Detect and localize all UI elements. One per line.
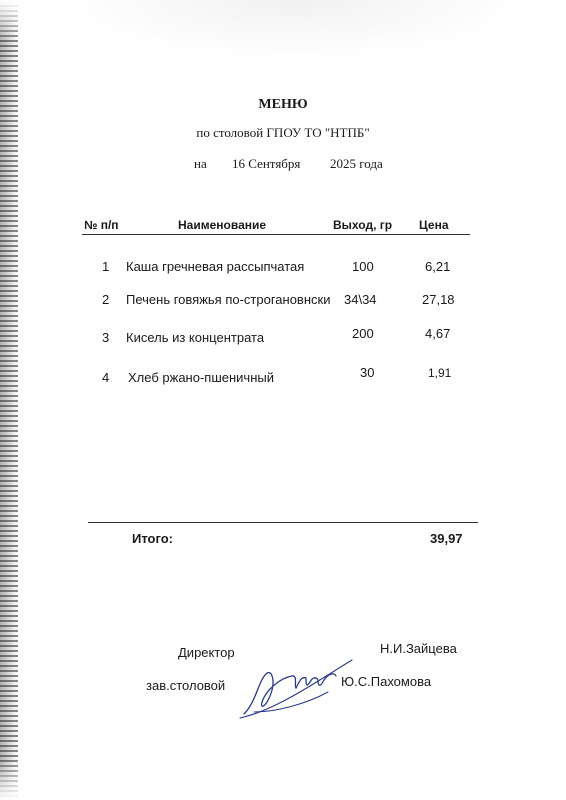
row-name: Каша гречневая рассыпчатая: [126, 259, 305, 274]
column-header-number: № п/п: [84, 218, 119, 232]
total-label: Итого:: [132, 531, 173, 546]
document-title: МЕНЮ: [258, 97, 308, 112]
canteen-head-name: Ю.С.Пахомова: [341, 674, 432, 689]
column-header-price: Цена: [419, 218, 449, 232]
canteen-head-role: зав.столовой: [146, 678, 226, 693]
row-price: 27,18: [422, 292, 455, 307]
row-output: 100: [352, 259, 374, 274]
row-output: 200: [352, 326, 374, 341]
table-row: [0, 365, 566, 388]
total-divider: [88, 522, 478, 523]
table-row: [0, 292, 566, 310]
document-subtitle: по столовой ГПОУ ТО "НТПБ": [196, 125, 370, 140]
table-row: [0, 326, 566, 348]
row-number: 4: [102, 370, 110, 385]
row-price: 4,67: [425, 326, 451, 341]
header-divider: [82, 234, 470, 235]
director-name: Н.И.Зайцева: [380, 641, 457, 656]
director-role: Директор: [178, 645, 235, 660]
row-number: 3: [102, 330, 110, 345]
row-price: 1,91: [428, 366, 452, 380]
total-value: 39,97: [430, 531, 463, 546]
scan-smudge: [60, 0, 530, 60]
row-name: Хлеб ржано-пшеничный: [128, 370, 274, 385]
row-output: 30: [360, 365, 375, 380]
row-name: Печень говяжья по-строгановнски: [126, 292, 331, 307]
date-year: 2025 года: [330, 156, 383, 171]
column-header-output: Выход, гр: [333, 218, 393, 232]
row-number: 1: [102, 259, 110, 274]
handwritten-signature: [236, 652, 356, 722]
column-header-name: Наименование: [178, 218, 267, 232]
scan-edge-shadow: [0, 0, 18, 800]
table-row: [0, 259, 566, 277]
row-number: 2: [102, 292, 110, 307]
row-output: 34\34: [344, 292, 377, 307]
date-prefix: на: [194, 156, 207, 171]
row-name: Кисель из концентрата: [126, 330, 265, 345]
row-price: 6,21: [425, 259, 451, 274]
date-day: 16 Сентября: [232, 156, 301, 171]
